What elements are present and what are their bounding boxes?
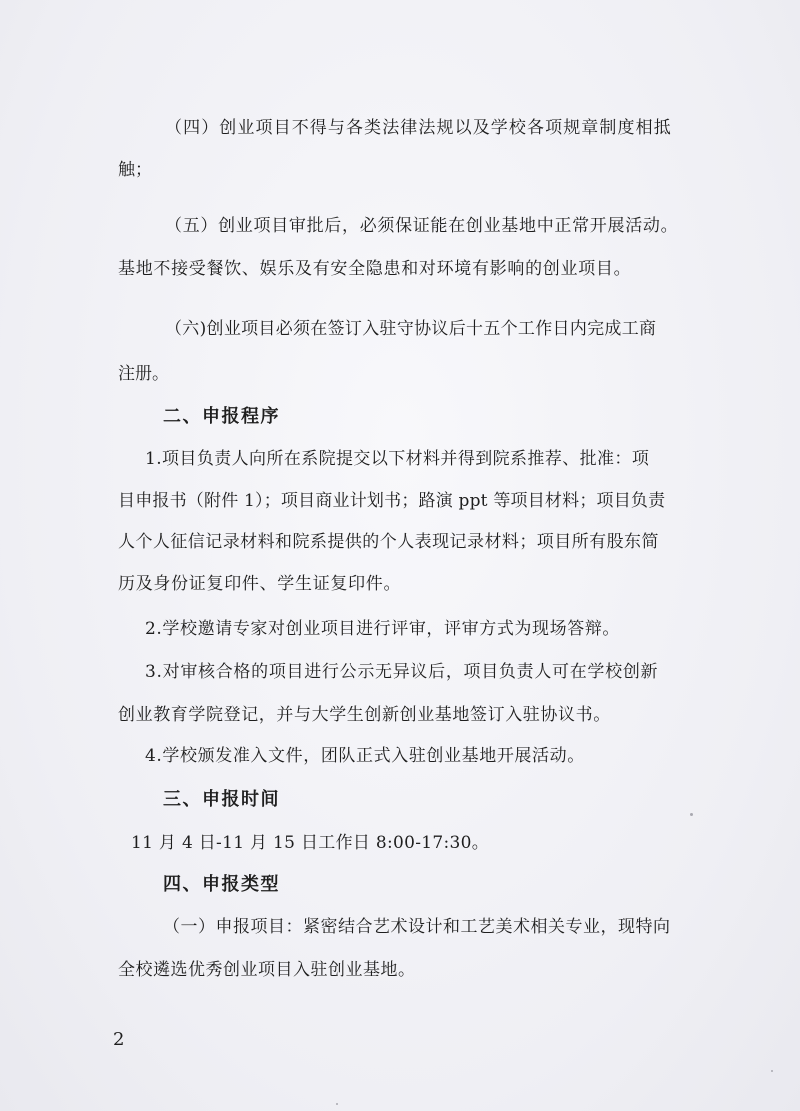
- section-heading-application-type: 四、申报类型: [163, 874, 280, 895]
- application-type-1-line-1: （一）申报项目：紧密结合艺术设计和工艺美术相关专业，现特向: [163, 917, 671, 937]
- procedure-step-1-line-3: 人个人征信记录材料和院系提供的个人表现记录材料；项目所有股东简: [118, 532, 659, 552]
- section-heading-application-time: 三、申报时间: [163, 789, 280, 810]
- procedure-step-2: 2.学校邀请专家对创业项目进行评审，评审方式为现场答辩。: [145, 619, 621, 639]
- clause-6-line-2: 注册。: [118, 364, 169, 384]
- procedure-step-1-line-4: 历及身份证复印件、学生证复印件。: [118, 574, 402, 594]
- procedure-step-4: 4.学校颁发准入文件，团队正式入驻创业基地开展活动。: [145, 746, 585, 766]
- clause-5-line-1: （五）创业项目审批后，必须保证能在创业基地中正常开展活动。: [165, 216, 679, 236]
- scan-speck: [690, 813, 693, 816]
- scan-speck: [771, 1070, 773, 1072]
- procedure-step-3-line-2: 创业教育学院登记，并与大学生创新创业基地签订入驻协议书。: [118, 705, 611, 725]
- application-time-value: 11 月 4 日-11 月 15 日工作日 8:00-17:30。: [131, 833, 490, 853]
- clause-6-line-1: （六)创业项目必须在签订入驻守协议后十五个工作日内完成工商: [165, 319, 657, 339]
- clause-5-line-2: 基地不接受餐饮、娱乐及有安全隐患和对环境有影响的创业项目。: [118, 259, 632, 279]
- section-heading-application-procedure: 二、申报程序: [163, 406, 280, 427]
- procedure-step-1-line-2: 目申报书（附件 1）；项目商业计划书；路演 ppt 等项目材料；项目负责: [118, 491, 666, 511]
- procedure-step-1-line-1: 1.项目负责人向所在系院提交以下材料并得到院系推荐、批准：项: [145, 449, 650, 469]
- application-type-1-line-2: 全校遴选优秀创业项目入驻创业基地。: [118, 960, 416, 980]
- clause-4-line-1: （四）创业项目不得与各类法律法规以及学校各项规章制度相抵: [165, 118, 672, 138]
- page-number: 2: [113, 1029, 125, 1050]
- procedure-step-3-line-1: 3.对审核合格的项目进行公示无异议后，项目负责人可在学校创新: [145, 662, 659, 682]
- clause-4-line-2: 触；: [118, 160, 152, 180]
- scan-speck: [336, 1103, 338, 1105]
